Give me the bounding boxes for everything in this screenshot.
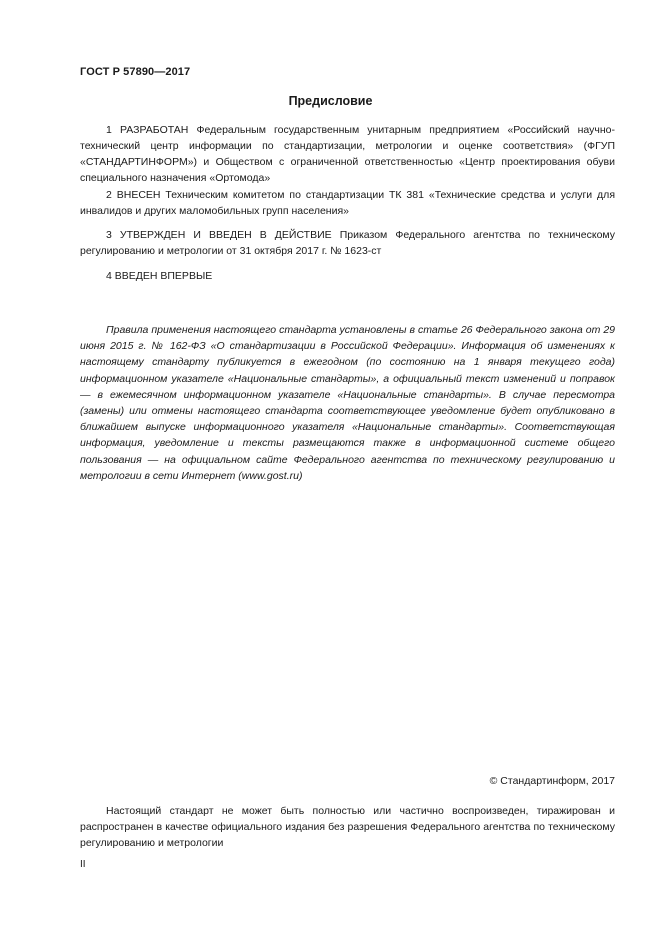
foreword-item-approved: 3 УТВЕРЖДЕН И ВВЕДЕН В ДЕЙСТВИЕ Приказом Федерального агентства по техническому регулированию и метрологии от 31 октября 2017 г. № 1623-ст — [80, 229, 615, 257]
foreword-item-introduced: 2 ВНЕСЕН Техническим комитетом по стандартизации ТК 381 «Технические средства и услуги для инвалидов и других маломобильных групп населения» — [80, 189, 615, 217]
foreword-item-first-introduced: 4 ВВЕДЕН ВПЕРВЫЕ — [106, 270, 213, 282]
rules-of-application-note: Правила применения настоящего стандарта установлены в статье 26 Федерального закона от 29 июня 2015 г. № 162-ФЗ «О стандартизации в Российской Федерации». Информация об изменениях к настоящему стандарту публикуется в ежегодном (по состоянию на 1 января текущего года) информационном указателе «Национальные стандарты», а официальный текст изменений и поправок — в ежемесячном информационном указателе «Национальные стандарты». В случае пересмотра (замены) или отмены настоящего стандарта соответствующее уведомление будет опубликовано в ближайшем выпуске информационного указателя «Национальные стандарты». Соответствующая информация, уведомление и тексты размещаются также в информационной системе общего пользования — на официальном сайте Федерального агентства по техническому регулированию и метрологии в сети Интернет (www.gost.ru) — [80, 324, 615, 482]
standard-code: ГОСТ Р 57890—2017 — [80, 66, 191, 78]
foreword-item-developed: 1 РАЗРАБОТАН Федеральным государственным унитарным предприятием «Российский научно-технический центр информации по стандартизации, метрологии и оценке соответствия» (ФГУП «СТАНДАРТИНФОРМ») и Обществом с ограниченной ответственностью «Центр проектирования обуви специального назначения «Ортомода» — [80, 124, 615, 184]
copyright-line: © Стандартинформ, 2017 — [489, 775, 615, 787]
reproduction-notice: Настоящий стандарт не может быть полностью или частично воспроизведен, тиражирован и распространен в качестве официального издания без разрешения Федерального агентства по техническому регулированию и метрологии — [80, 805, 615, 849]
page-number: II — [80, 859, 86, 870]
foreword-title: Предисловие — [288, 94, 373, 108]
